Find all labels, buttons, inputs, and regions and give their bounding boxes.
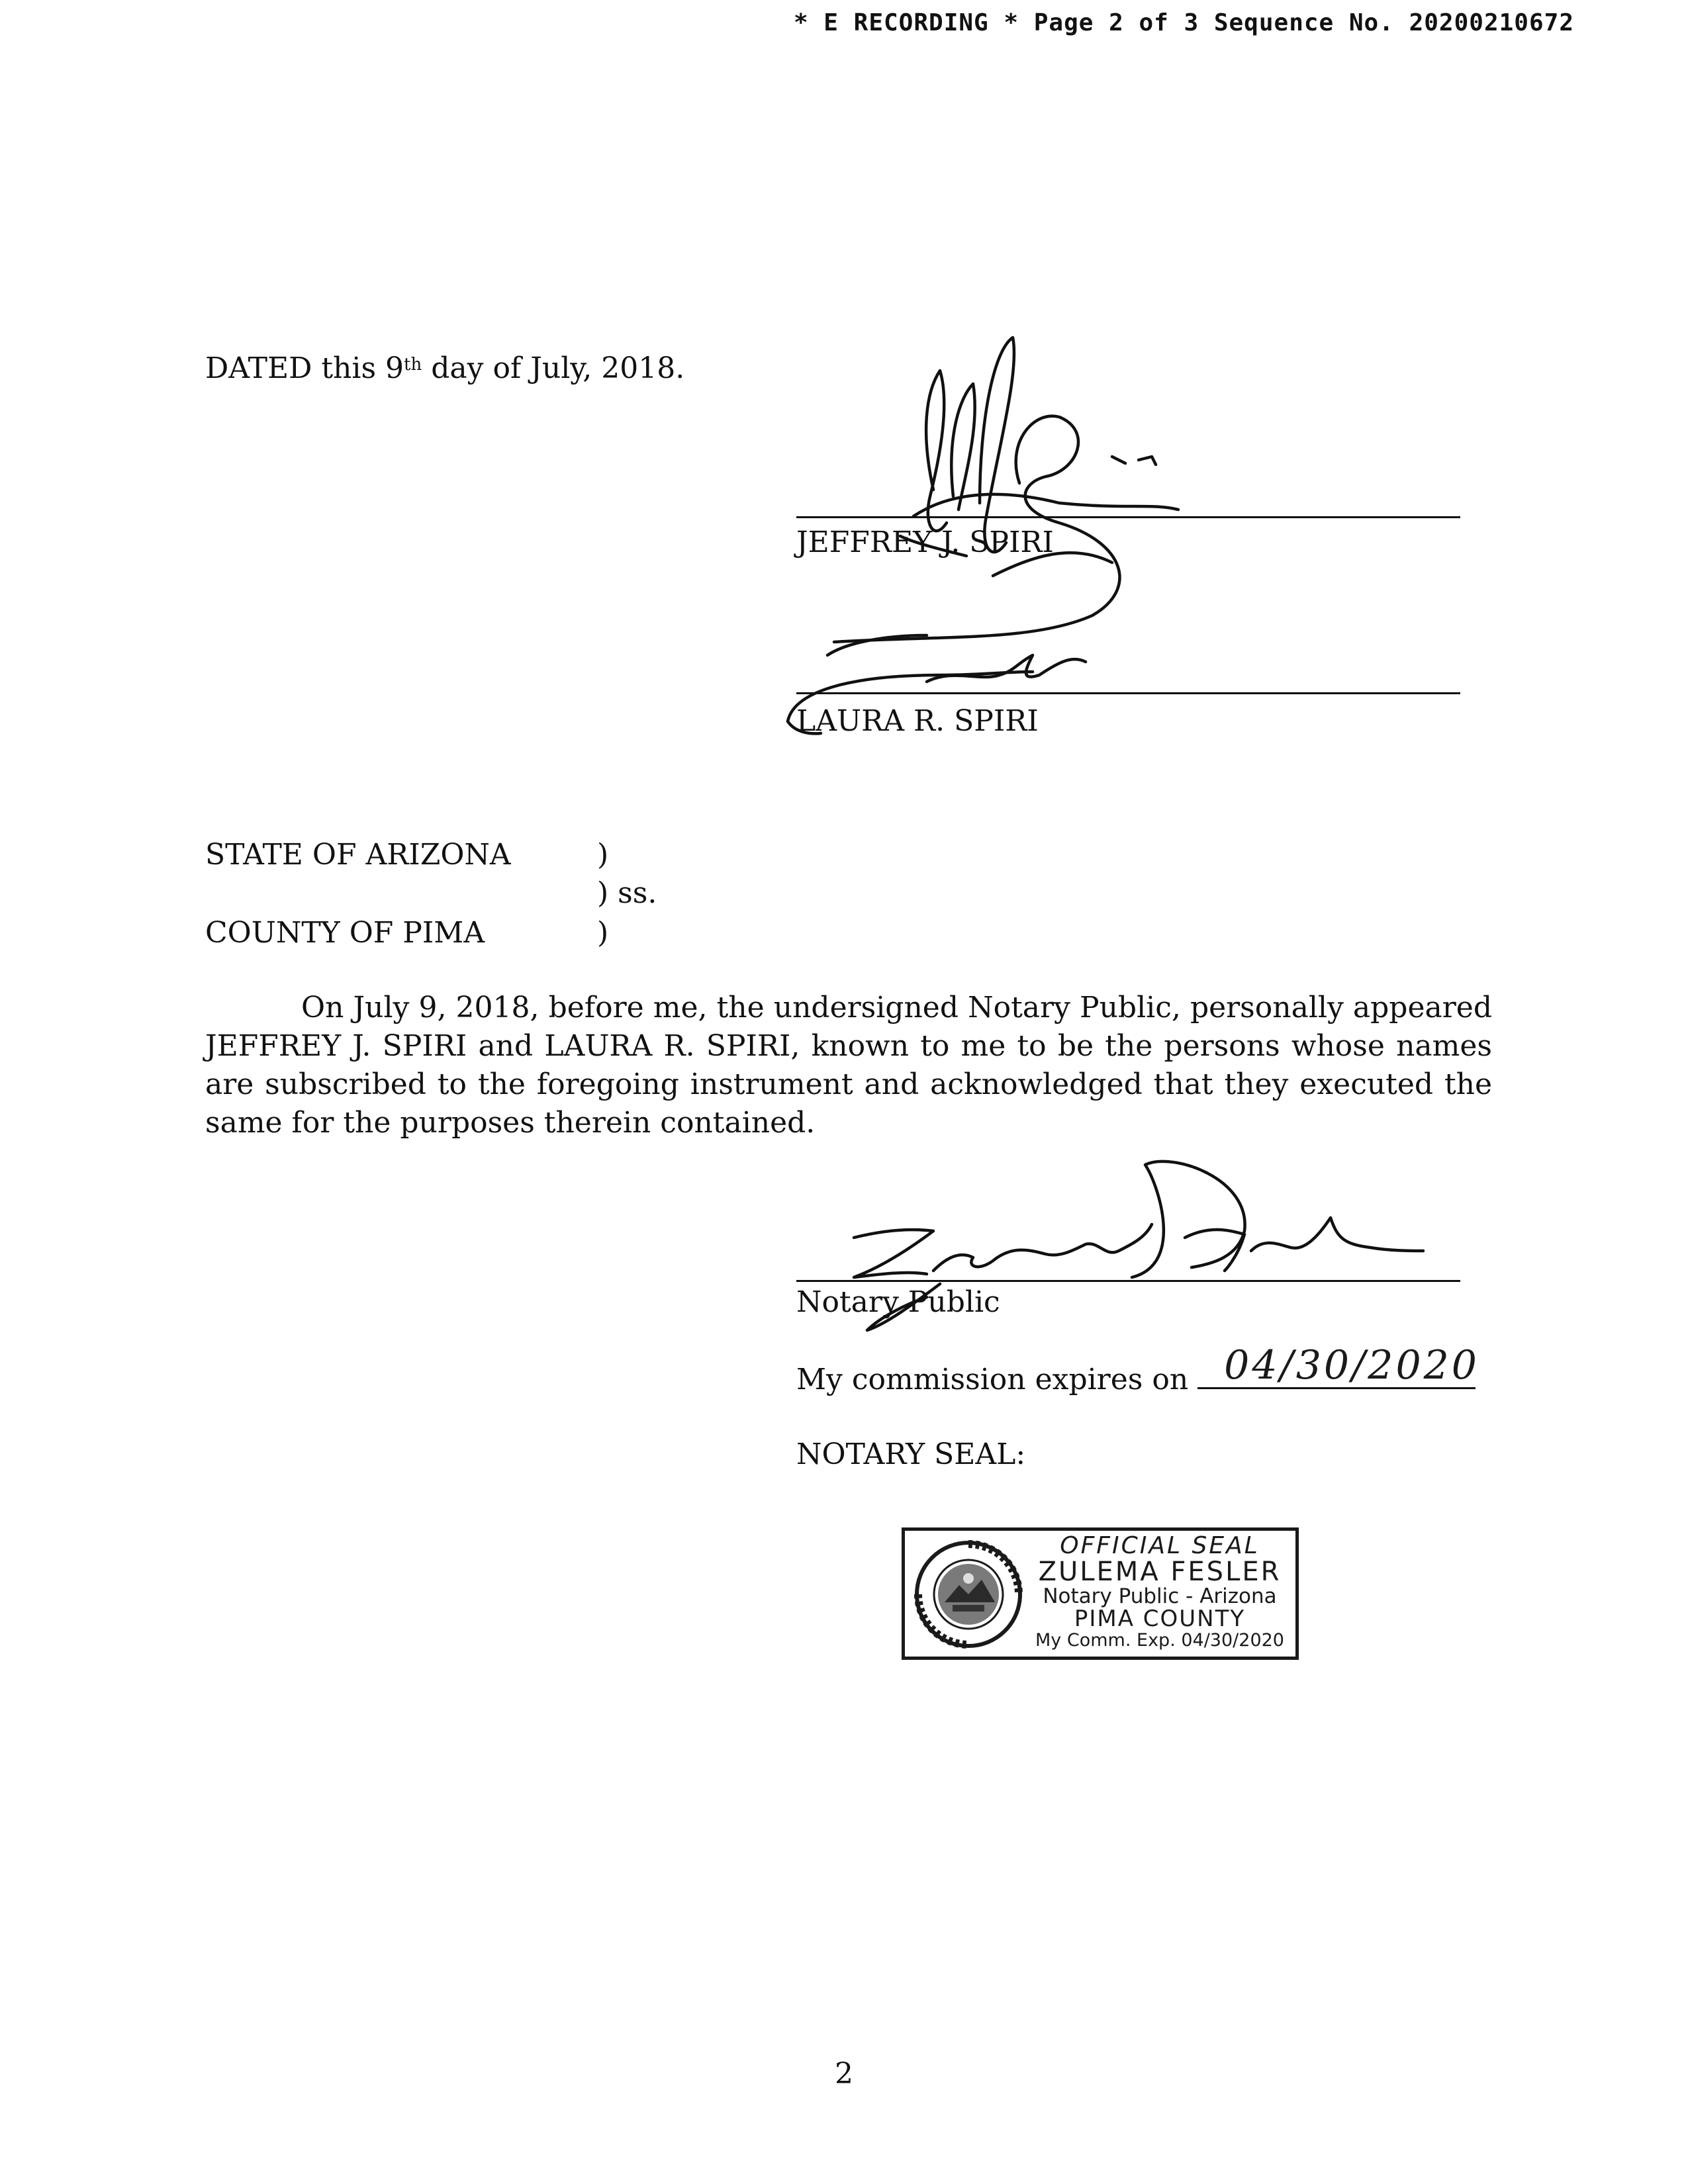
venue-paren-top: ) (597, 838, 609, 872)
signature-line-notary (796, 1280, 1460, 1282)
seal-text (1024, 1533, 1295, 1651)
commission-label: My commission expires on (796, 1363, 1189, 1396)
signature-notary (814, 1152, 1410, 1350)
signature-line-jeffrey (796, 516, 1460, 518)
seal-line-county: PIMA COUNTY (1074, 1606, 1246, 1632)
recording-header: * E RECORDING * Page 2 of 3 Sequence No. 20200210672 (793, 9, 1574, 36)
dated-prefix: DATED this 9 (205, 351, 404, 385)
venue-state: STATE OF ARIZONA (205, 838, 511, 872)
venue-county: COUNTY OF PIMA (205, 916, 485, 950)
acknowledgment-paragraph: On July 9, 2018, before me, the undersigned Notary Public, personally appeared JEFFREY J. SPIRI and LAURA R. SPIRI, known to me to be the persons whose names are subscribed to the foregoing instrument and acknowledged that they executed the same for the purposes therein contained. (205, 991, 1492, 1140)
notary-seal-label: NOTARY SEAL: (796, 1437, 1026, 1471)
venue-ss: ) ss. (597, 876, 657, 910)
dated-line (205, 349, 684, 388)
page-number: 2 (835, 2057, 853, 2091)
signer-name-jeffrey: JEFFREY J. SPIRI (796, 525, 1054, 559)
commission-date: 04/30/2020 (1224, 1342, 1479, 1388)
dated-ordinal: th (404, 355, 422, 375)
seal-line-name: ZULEMA FESLER (1038, 1557, 1282, 1587)
commission-date-blank (1197, 1342, 1479, 1389)
commission-expiry (796, 1342, 1479, 1396)
venue-paren-bottom: ) (597, 916, 609, 950)
official-seal-stamp (902, 1527, 1299, 1660)
seal-line-expiry: My Comm. Exp. 04/30/2020 (1035, 1630, 1284, 1651)
signature-line-laura (796, 692, 1460, 694)
dated-suffix: day of July, 2018. (422, 351, 685, 385)
seal-line-official: OFFICIAL SEAL (1060, 1532, 1260, 1559)
notary-title: Notary Public (796, 1285, 1000, 1319)
signer-name-laura: LAURA R. SPIRI (796, 704, 1039, 738)
state-seal-icon (913, 1539, 1024, 1650)
seal-line-title: Notary Public - Arizona (1043, 1584, 1277, 1608)
